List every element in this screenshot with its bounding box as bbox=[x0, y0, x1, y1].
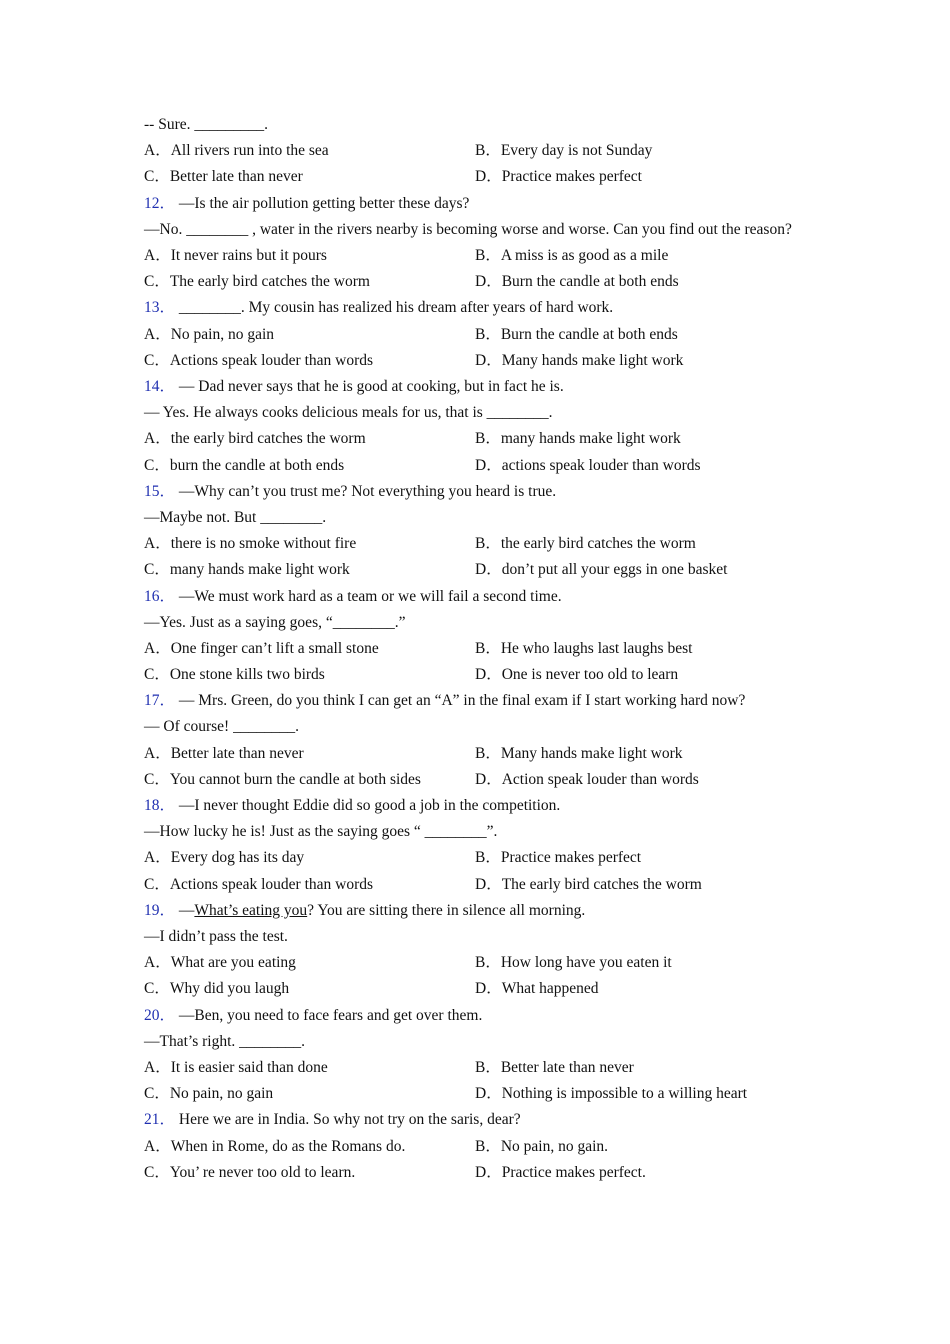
option-a: A．Better late than never bbox=[144, 744, 304, 762]
answer-line: -- Sure. _________. bbox=[144, 116, 268, 133]
option-a: A．It is easier said than done bbox=[144, 1059, 328, 1077]
question-block bbox=[144, 1107, 804, 1186]
q-options-row bbox=[144, 531, 804, 557]
q-options-row bbox=[144, 1081, 804, 1107]
option-d: D．Practice makes perfect. bbox=[475, 1163, 646, 1181]
question-number: 12． bbox=[144, 194, 176, 212]
option-c: C．Actions speak louder than words bbox=[144, 875, 374, 893]
q11-options-row bbox=[144, 164, 804, 190]
q-options-row bbox=[144, 269, 804, 295]
option-d: D．Many hands make light work bbox=[475, 351, 684, 369]
option-a: A．the early bird catches the worm bbox=[144, 430, 366, 448]
option-d: D．Nothing is impossible to a willing heart bbox=[475, 1085, 748, 1103]
dialogue-line: —That’s right. ________. bbox=[144, 1032, 306, 1050]
option-b: B．Many hands make light work bbox=[475, 744, 683, 762]
q-options-row bbox=[144, 1160, 804, 1186]
question-number: 18． bbox=[144, 797, 176, 815]
option-d: D．The early bird catches the worm bbox=[475, 875, 702, 893]
option-a: A．When in Rome, do as the Romans do. bbox=[144, 1137, 406, 1155]
dialogue-line: — Yes. He always cooks delicious meals for us, that is ________. bbox=[144, 404, 553, 422]
option-d: D．don’t put all your eggs in one basket bbox=[475, 561, 728, 579]
q-options-row bbox=[144, 557, 804, 583]
q-options-row bbox=[144, 767, 804, 793]
option-d: D．Action speak louder than words bbox=[475, 770, 699, 788]
option-a: A．It never rains but it pours bbox=[144, 246, 327, 264]
option-c: C．Better late than never bbox=[144, 168, 303, 186]
question-stem bbox=[144, 584, 804, 610]
q11-options-row bbox=[144, 138, 804, 164]
dialogue-line: —Maybe not. But ________. bbox=[144, 508, 327, 526]
q-options-row bbox=[144, 741, 804, 767]
question-number: 14． bbox=[144, 377, 176, 395]
question-block bbox=[144, 295, 804, 374]
option-c: C．No pain, no gain bbox=[144, 1085, 274, 1103]
q-options-row bbox=[144, 950, 804, 976]
question-number: 19． bbox=[144, 901, 176, 919]
question-block bbox=[144, 191, 804, 296]
q-options-row bbox=[144, 662, 804, 688]
stem-text: ? You are sitting there in silence all morning. bbox=[307, 901, 586, 919]
dialogue-line: —Yes. Just as a saying goes, “________.” bbox=[144, 613, 406, 631]
q-options-row bbox=[144, 845, 804, 871]
stem-text: — Dad never says that he is good at cooking, but in fact he is. bbox=[175, 377, 564, 395]
question-number: 16． bbox=[144, 587, 176, 605]
question-stem bbox=[144, 898, 804, 924]
dialogue-line: —No. ________ , water in the rivers nearby is becoming worse and worse. Can you find out the reason? bbox=[144, 220, 792, 238]
stem-text: ________. My cousin has realized his dream after years of hard work. bbox=[175, 299, 614, 317]
q-options-row bbox=[144, 243, 804, 269]
dialogue-line: — Of course! ________. bbox=[144, 718, 299, 736]
option-b: B．No pain, no gain. bbox=[475, 1137, 609, 1155]
question-block bbox=[144, 793, 804, 898]
option-b: B．How long have you eaten it bbox=[475, 954, 672, 972]
question-11-continuation bbox=[144, 112, 804, 191]
q-options-row bbox=[144, 322, 804, 348]
option-a: A．there is no smoke without fire bbox=[144, 535, 357, 553]
option-b: B．Better late than never bbox=[475, 1059, 634, 1077]
option-c: C．You cannot burn the candle at both sides bbox=[144, 770, 421, 788]
dialogue-line: —I didn’t pass the test. bbox=[144, 928, 288, 946]
option-a: A．One finger can’t lift a small stone bbox=[144, 639, 379, 657]
q-options-row bbox=[144, 1055, 804, 1081]
stem-text: —Why can’t you trust me? Not everything you heard is true. bbox=[175, 482, 557, 500]
option-c: C．One stone kills two birds bbox=[144, 666, 325, 684]
stem-text: —Is the air pollution getting better these days? bbox=[175, 194, 470, 212]
option-b: B．the early bird catches the worm bbox=[475, 535, 696, 553]
question-stem bbox=[144, 688, 804, 714]
option-c: C．many hands make light work bbox=[144, 561, 350, 579]
question-number: 21． bbox=[144, 1111, 176, 1129]
q-options-row bbox=[144, 453, 804, 479]
option-c: C．You’ re never too old to learn. bbox=[144, 1163, 356, 1181]
question-number: 20． bbox=[144, 1006, 176, 1024]
q-options-row bbox=[144, 872, 804, 898]
stem-text: —Ben, you need to face fears and get over them. bbox=[175, 1006, 483, 1024]
underlined-phrase: What’s eating you bbox=[194, 901, 308, 919]
option-c: C．The early bird catches the worm bbox=[144, 273, 370, 291]
option-d: D．What happened bbox=[475, 980, 599, 998]
question-block bbox=[144, 584, 804, 689]
dialogue-line: —How lucky he is! Just as the saying goes “ ________”. bbox=[144, 823, 498, 841]
question-stem bbox=[144, 1107, 804, 1133]
question-stem bbox=[144, 374, 804, 400]
option-a: A．No pain, no gain bbox=[144, 325, 275, 343]
question-stem bbox=[144, 479, 804, 505]
option-c: C．Actions speak louder than words bbox=[144, 351, 374, 369]
option-a: A．Every dog has its day bbox=[144, 849, 305, 867]
stem-text: Here we are in India. So why not try on the saris, dear? bbox=[175, 1111, 521, 1129]
question-block bbox=[144, 374, 804, 479]
question-block bbox=[144, 1003, 804, 1108]
q-options-row bbox=[144, 348, 804, 374]
option-b: B．A miss is as good as a mile bbox=[475, 246, 669, 264]
option-d: D．Burn the candle at both ends bbox=[475, 273, 679, 291]
q-options-row bbox=[144, 976, 804, 1002]
question-block bbox=[144, 898, 804, 1003]
option-b: B．He who laughs last laughs best bbox=[475, 639, 693, 657]
q-options-row bbox=[144, 636, 804, 662]
question-block bbox=[144, 688, 804, 793]
option-a: A．All rivers run into the sea bbox=[144, 142, 329, 160]
option-c: C．burn the candle at both ends bbox=[144, 456, 345, 474]
option-d: D．Practice makes perfect bbox=[475, 168, 642, 186]
question-number: 15． bbox=[144, 482, 176, 500]
question-number: 17． bbox=[144, 692, 176, 710]
stem-text: —We must work hard as a team or we will fail a second time. bbox=[175, 587, 562, 605]
question-block bbox=[144, 479, 804, 584]
option-b: B．Practice makes perfect bbox=[475, 849, 642, 867]
option-d: D．One is never too old to learn bbox=[475, 666, 679, 684]
stem-text: — Mrs. Green, do you think I can get an “A” in the final exam if I start working hard now? bbox=[175, 692, 746, 710]
question-stem bbox=[144, 793, 804, 819]
option-b: B．Burn the candle at both ends bbox=[475, 325, 678, 343]
option-c: C．Why did you laugh bbox=[144, 980, 290, 998]
q-options-row bbox=[144, 1134, 804, 1160]
option-a: A．What are you eating bbox=[144, 954, 296, 972]
question-stem bbox=[144, 191, 804, 217]
option-b: B．many hands make light work bbox=[475, 430, 681, 448]
exam-content bbox=[144, 112, 804, 1186]
option-d: D．actions speak louder than words bbox=[475, 456, 701, 474]
question-number: 13． bbox=[144, 299, 176, 317]
question-stem bbox=[144, 295, 804, 321]
question-stem bbox=[144, 1003, 804, 1029]
q-options-row bbox=[144, 426, 804, 452]
stem-text: — bbox=[175, 901, 195, 919]
option-b: B．Every day is not Sunday bbox=[475, 142, 653, 160]
stem-text: —I never thought Eddie did so good a job in the competition. bbox=[175, 797, 561, 815]
